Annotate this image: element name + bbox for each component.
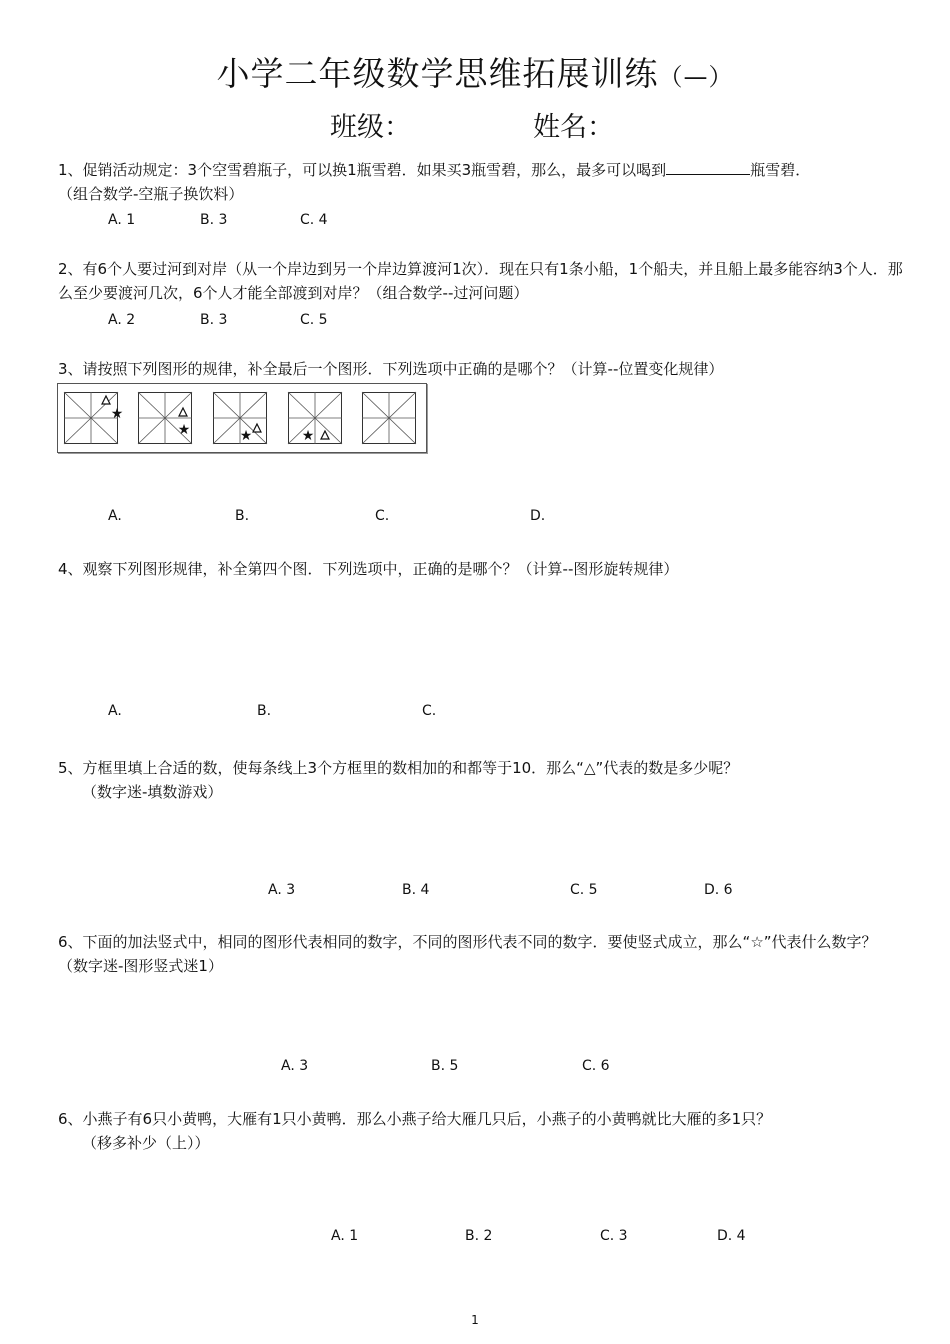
question-3: 3、请按照下列图形的规律，补全最后一个图形．下列选项中正确的是哪个？（计算--位置变化规律） — [58, 360, 724, 378]
answer-blank[interactable] — [666, 160, 750, 175]
q2-option-b[interactable]: B. 3 — [200, 312, 228, 328]
q4-option-b[interactable]: B. — [257, 703, 272, 719]
q6-option-b[interactable]: B. 5 — [431, 1058, 459, 1074]
q1-option-a[interactable]: A. 1 — [108, 212, 136, 228]
question-6: 6、下面的加法竖式中，相同的图形代表相同的数字，不同的图形代表不同的数字．要使竖式成立，那么“☆”代表什么数字？ （数字迷-图形竖式迷1） — [58, 933, 877, 975]
q3-option-d[interactable]: D. — [530, 508, 546, 524]
question-7-text: 6、小燕子有6只小黄鸭，大雁有1只小黄鸭．那么小燕子给大雁几只后，小燕子的小黄鸭就比大雁的多1只？ — [58, 1110, 772, 1128]
q2-option-c[interactable]: C. 5 — [300, 312, 328, 328]
q4-option-a[interactable]: A. — [108, 703, 122, 719]
question-1-text-end: 瓶雪碧． — [750, 161, 811, 179]
question-5 — [58, 756, 904, 804]
question-7 — [58, 1107, 904, 1155]
q1-option-c[interactable]: C. 4 — [300, 212, 328, 228]
question-5-topic: （数字迷-填数游戏） — [82, 783, 223, 801]
q5-option-d[interactable]: D. 6 — [704, 882, 733, 898]
svg-text:★: ★ — [177, 422, 191, 438]
question-1 — [58, 158, 904, 206]
q6-option-a[interactable]: A. 3 — [281, 1058, 309, 1074]
page-title — [0, 48, 950, 95]
svg-text:★: ★ — [110, 406, 124, 422]
q7-option-c[interactable]: C. 3 — [600, 1228, 628, 1244]
q5-option-b[interactable]: B. 4 — [402, 882, 430, 898]
page-number: 1 — [471, 1313, 479, 1327]
q2-option-a[interactable]: A. 2 — [108, 312, 136, 328]
svg-text:★: ★ — [239, 428, 253, 444]
q7-option-a[interactable]: A. 1 — [331, 1228, 359, 1244]
q6-option-c[interactable]: C. 6 — [582, 1058, 610, 1074]
pattern-cell-2 — [138, 392, 192, 444]
name-label: 姓名： — [533, 112, 614, 143]
pattern-figure — [57, 383, 427, 453]
q3-option-a[interactable]: A. — [108, 508, 122, 524]
q4-option-c[interactable]: C. — [422, 703, 437, 719]
class-label: 班级： — [330, 112, 411, 143]
pattern-cell-4 — [288, 392, 342, 444]
question-1-text: 1、促销活动规定：3个空雪碧瓶子，可以换1瓶雪碧．如果买3瓶雪碧，那么，最多可以喝到 — [58, 161, 667, 179]
q7-option-d[interactable]: D. 4 — [717, 1228, 746, 1244]
question-2: 2、有6个人要过河到对岸（从一个岸边到另一个岸边算渡河1次）．现在只有1条小船，1个船夫，并且船上最多能容纳3个人．那么至少要渡河几次，6个人才能全部渡到对岸？（组合数学--过河问题） — [58, 260, 903, 302]
question-5-text: 5、方框里填上合适的数，使每条线上3个方框里的数相加的和都等于10．那么“△”代表的数是多少呢？ — [58, 759, 739, 777]
question-4: 4、观察下列图形规律，补全第四个图．下列选项中，正确的是哪个？（计算--图形旋转规律） — [58, 560, 679, 578]
pattern-cell-1 — [64, 392, 124, 444]
pattern-cell-5 — [362, 392, 416, 444]
q5-option-c[interactable]: C. 5 — [570, 882, 598, 898]
q7-option-b[interactable]: B. 2 — [465, 1228, 493, 1244]
title-suffix: （—） — [658, 63, 734, 91]
svg-text:★: ★ — [301, 428, 315, 444]
title-text: 小学二年级数学思维拓展训练 — [216, 54, 659, 93]
q3-option-c[interactable]: C. — [375, 508, 390, 524]
q3-option-b[interactable]: B. — [235, 508, 250, 524]
question-1-topic: （组合数学-空瓶子换饮料） — [58, 185, 244, 203]
pattern-cell-3 — [213, 392, 267, 444]
q5-option-a[interactable]: A. 3 — [268, 882, 296, 898]
question-7-topic: （移多补少（上）） — [82, 1134, 210, 1152]
q1-option-b[interactable]: B. 3 — [200, 212, 228, 228]
